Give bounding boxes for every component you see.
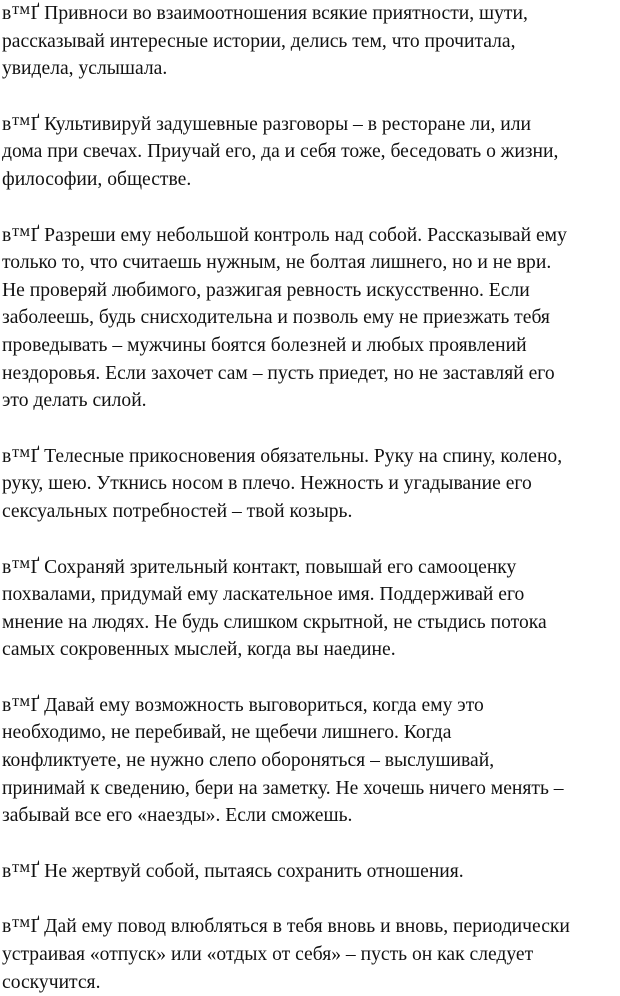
paragraph-3: в™Ґ Разреши ему небольшой контроль над собой. Рассказывай ему только то, что считаешь нужным, не болтая лишнего, но и не ври. Не проверяй любимого, разжигая ревность искусственно. Если заболеешь, будь снисходительна и позволь ему не приезжать тебя проведывать – мужчины боятся болезней и любых проявлений нездоровья. Если захочет сам – пусть приедет, но не заставляй его это делать силой. [2, 224, 567, 412]
paragraph-1: в™Ґ Привноси во взаимоотношения всякие приятности, шути, рассказывай интересные истории, делись тем, что прочитала, увидела, услышала. [2, 3, 528, 80]
paragraph-6: в™Ґ Давай ему возможность выговориться, когда ему это необходимо, не перебивай, не щебечи лишнего. Когда конфликтуете, не нужно слепо обороняться – выслушивай, принимай к сведению, бери на заметку. Не хочешь ничего менять – забывай все его «наезды». Если сможешь. [2, 694, 564, 827]
paragraph-5: в™Ґ Сохраняй зрительный контакт, повышай его самооценку похвалами, придумай ему ласкательное имя. Поддерживай его мнение на людях. Не будь слишком скрытной, не стыдись потока самых сокровенных мыслей, когда вы наедине. [2, 556, 547, 661]
paragraph-2: в™Ґ Культивируй задушевные разговоры – в ресторане ли, или дома при свечах. Приучай его, да и себя тоже, беседовать о жизни, философии, обществе. [2, 113, 559, 190]
paragraph-7: в™Ґ Не жертвуй собой, пытаясь сохранить отношения. [2, 860, 464, 882]
paragraph-8: в™Ґ Дай ему повод влюбляться в тебя вновь и вновь, периодически устраивая «отпуск» или «отдых от себя» – пусть он как следует соскучится. [2, 916, 570, 993]
paragraph-4: в™Ґ Телесные прикосновения обязательны. Руку на спину, колено, руку, шею. Уткнись носом в плечо. Нежность и угадывание его сексуальных потребностей – твой козырь. [2, 445, 563, 522]
